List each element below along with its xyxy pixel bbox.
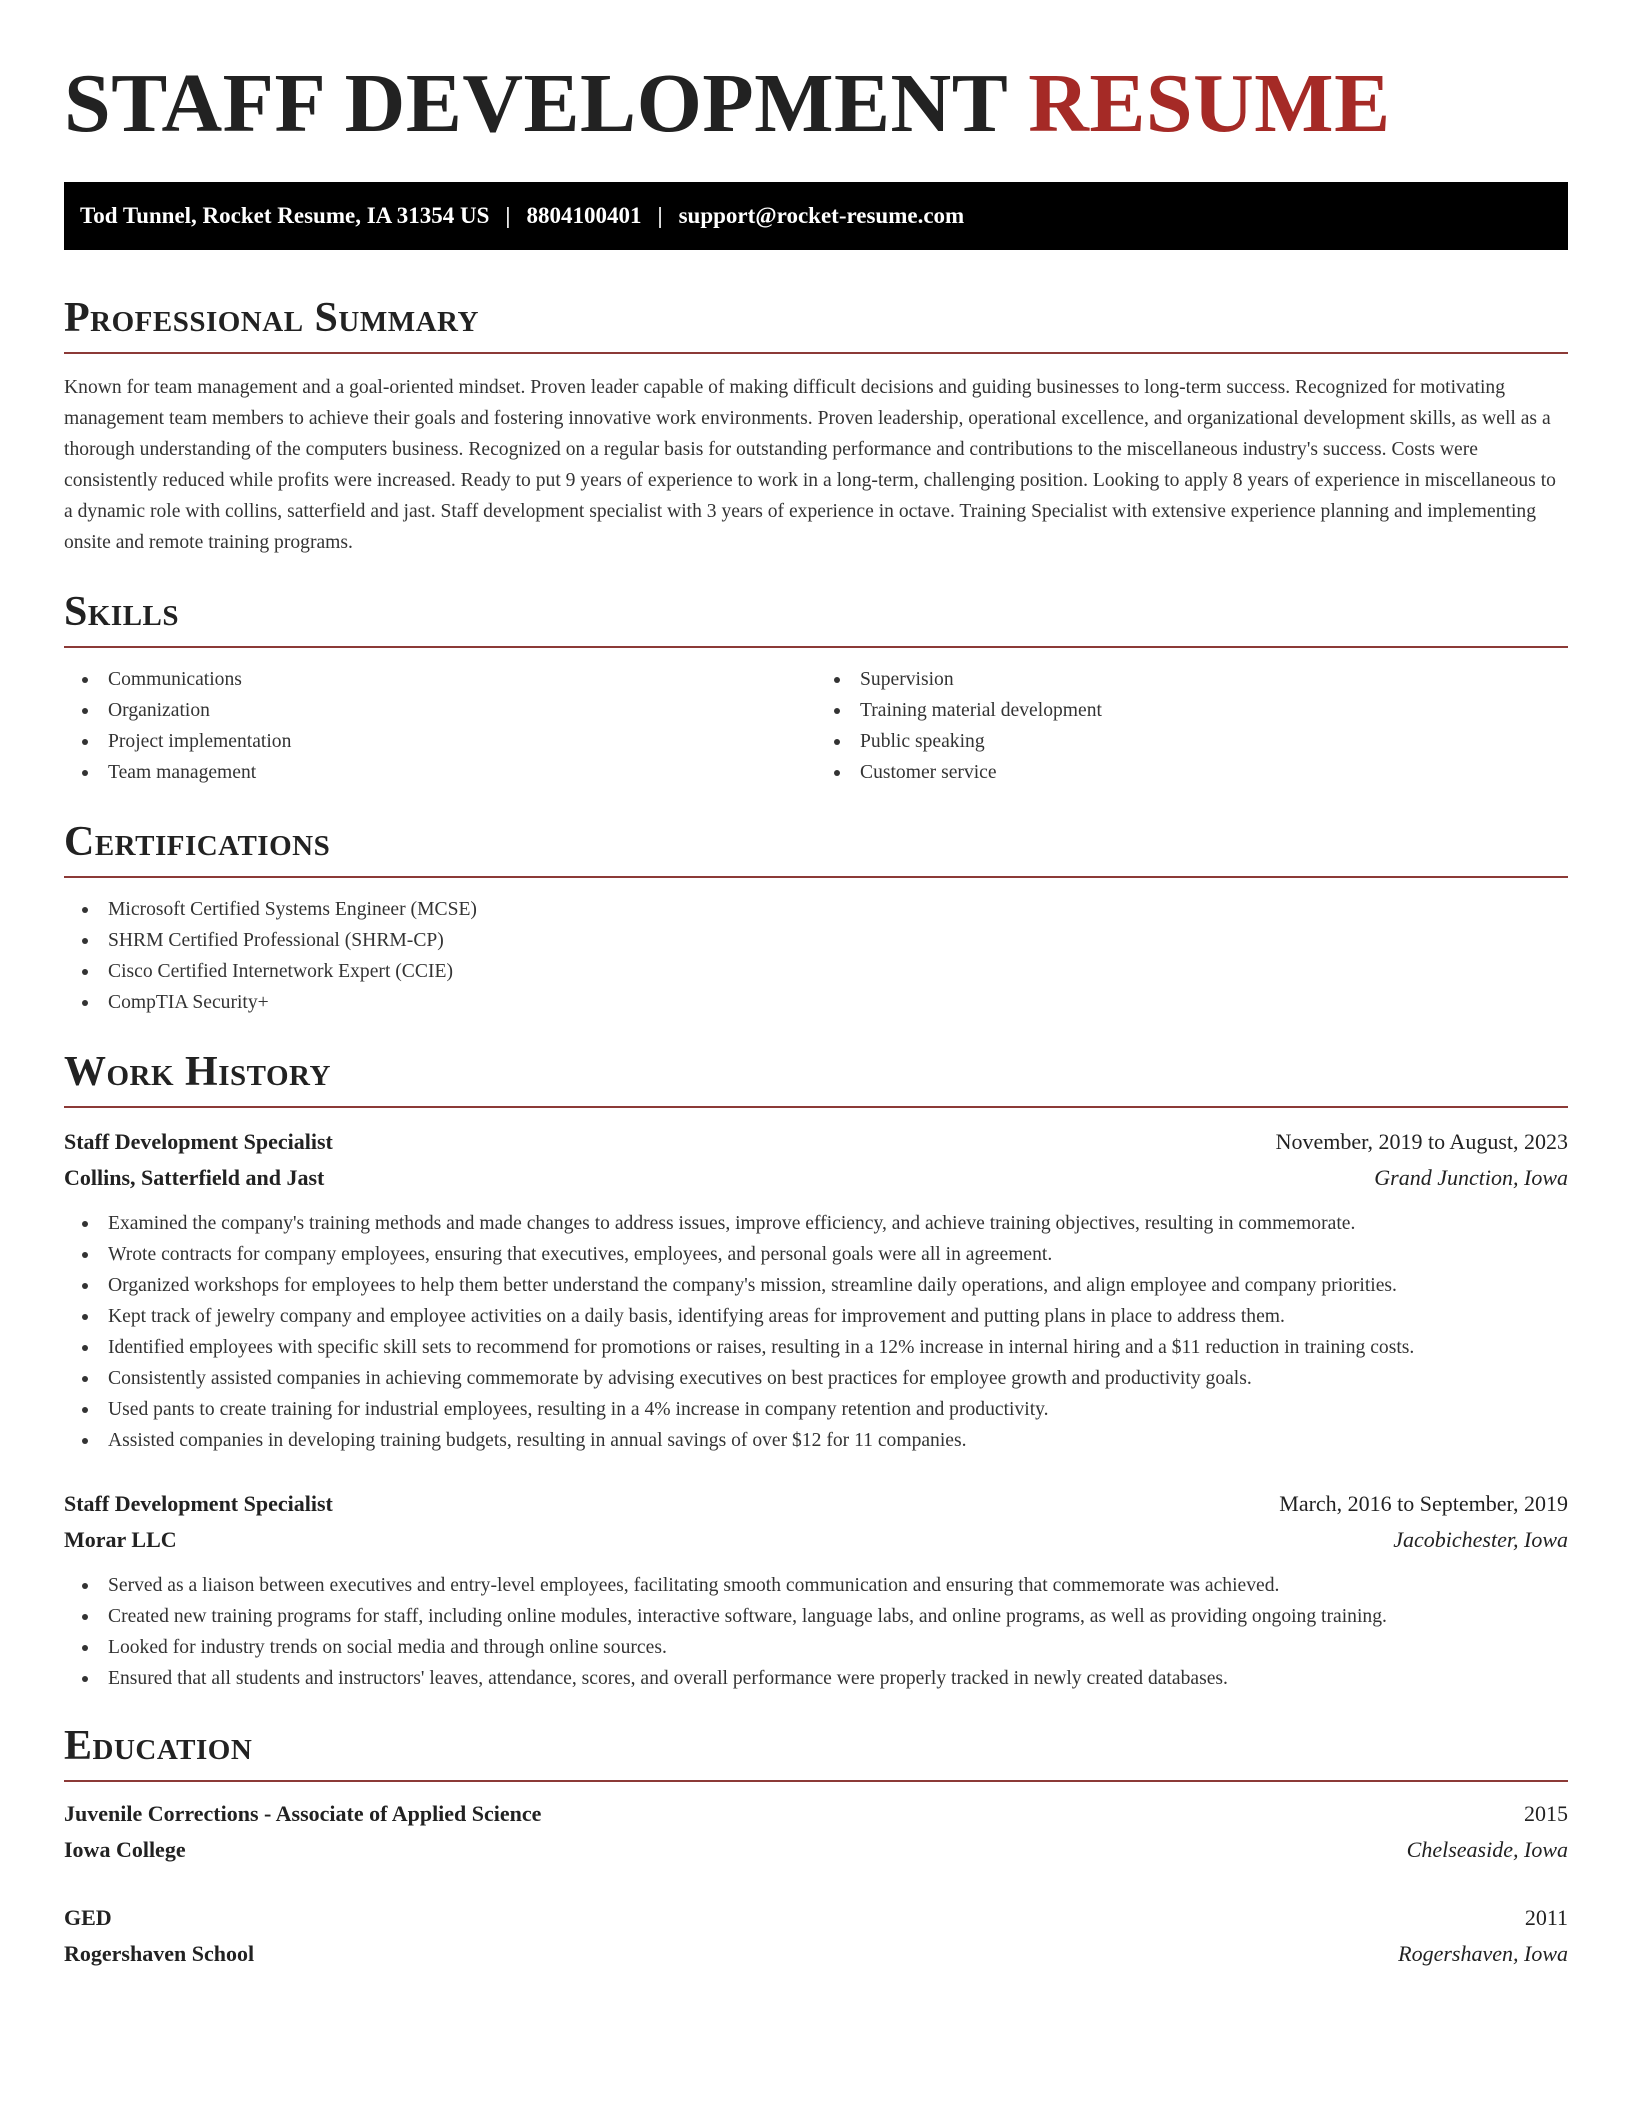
section-divider [64, 876, 1568, 878]
education-location: Chelseaside, Iowa [1406, 1837, 1568, 1862]
certifications-heading: Certifications [64, 819, 331, 865]
job-duty: Identified employees with specific skill sets to recommend for promotions or raises, resulting in a 12% increase in internal hiring and a $11 reduction in training costs. [64, 1332, 1568, 1363]
job-duty: Assisted companies in developing training budgets, resulting in annual savings of over $12 for 11 companies. [64, 1425, 1568, 1456]
title-main: STAFF DEVELOPMENT [64, 57, 1007, 150]
certification-item: CompTIA Security+ [64, 987, 1568, 1018]
job-company: Morar LLC [64, 1527, 177, 1552]
skill-item: Team management [64, 757, 816, 788]
education-entry [64, 1900, 1568, 1972]
section-divider [64, 646, 1568, 648]
job-duty: Served as a liaison between executives and entry-level employees, facilitating smooth communication and ensuring that commemorate was achieved. [64, 1570, 1568, 1601]
job-duty: Examined the company's training methods and made changes to address issues, improve efficiency, and achieve training objectives, resulting in commemorate. [64, 1208, 1568, 1239]
job-dates: November, 2019 to August, 2023 [1275, 1129, 1568, 1154]
contact-separator: | [657, 203, 663, 228]
contact-phone: 8804100401 [526, 203, 642, 228]
education-degree-row [64, 1900, 1568, 1936]
resume-title [64, 58, 1568, 150]
education-school: Rogershaven School [64, 1941, 255, 1966]
job-duty: Wrote contracts for company employees, ensuring that executives, employees, and personal goals were all in agreement. [64, 1239, 1568, 1270]
job-location: Grand Junction, Iowa [1374, 1165, 1568, 1190]
skills-list-right [816, 664, 1568, 788]
job-location: Jacobichester, Iowa [1393, 1527, 1568, 1552]
certifications-section [64, 818, 1568, 1018]
skill-item: Project implementation [64, 726, 816, 757]
summary-heading: Professional Summary [64, 295, 479, 341]
skills-grid [64, 664, 1568, 788]
education-school: Iowa College [64, 1837, 186, 1862]
summary-text: Known for team management and a goal-oriented mindset. Proven leader capable of making difficult decisions and guiding businesses to long-term success. Recognized for motivating management team members to achieve their goals and fostering innovative work environments. Proven leadership, operational excellence, and organizational development skills, as well as a thorough understanding of the computers business. Recognized on a regular basis for outstanding performance and contributions to the miscellaneous industry's success. Costs were consistently reduced while profits were increased. Ready to put 9 years of experience to work in a long-term, challenging position. Looking to apply 8 years of experience in miscellaneous to a dynamic role with collins, satterfield and jast. Staff development specialist with 3 years of experience in octave. Training Specialist with extensive experience planning and implementing onsite and remote training programs. [64, 377, 1556, 553]
section-divider [64, 1106, 1568, 1108]
skill-item: Communications [64, 664, 816, 695]
skill-item: Public speaking [816, 726, 1568, 757]
job-company-row [64, 1160, 1568, 1196]
job-duties-list [64, 1570, 1568, 1694]
job-duty: Kept track of jewelry company and employee activities on a daily basis, identifying areas for improvement and putting plans in place to address them. [64, 1301, 1568, 1332]
work-history-heading: Work History [64, 1049, 331, 1095]
education-degree: GED [64, 1905, 112, 1930]
title-accent: RESUME [1028, 57, 1391, 150]
education-school-row [64, 1936, 1568, 1972]
education-heading: Education [64, 1723, 253, 1769]
contact-bar [64, 182, 1568, 250]
contact-separator: | [505, 203, 511, 228]
education-section [64, 1722, 1568, 1972]
job-entry [64, 1486, 1568, 1694]
job-dates: March, 2016 to September, 2019 [1279, 1491, 1568, 1516]
job-company: Collins, Satterfield and Jast [64, 1165, 325, 1190]
skill-item: Customer service [816, 757, 1568, 788]
job-duty: Created new training programs for staff, including online modules, interactive software, language labs, and online programs, as well as providing ongoing training. [64, 1601, 1568, 1632]
job-duty: Used pants to create training for industrial employees, resulting in a 4% increase in company retention and productivity. [64, 1394, 1568, 1425]
job-title: Staff Development Specialist [64, 1491, 333, 1516]
education-degree-row [64, 1796, 1568, 1832]
work-history-section [64, 1048, 1568, 1694]
job-duty: Organized workshops for employees to help them better understand the company's mission, streamline daily operations, and align employee and company priorities. [64, 1270, 1568, 1301]
skill-item: Organization [64, 695, 816, 726]
job-title: Staff Development Specialist [64, 1129, 333, 1154]
job-entry [64, 1124, 1568, 1456]
contact-email: support@rocket-resume.com [678, 203, 965, 228]
job-header-row [64, 1124, 1568, 1160]
summary-section [64, 294, 1568, 558]
section-divider [64, 352, 1568, 354]
job-company-row [64, 1522, 1568, 1558]
skill-item: Training material development [816, 695, 1568, 726]
skills-section [64, 588, 1568, 788]
education-entry [64, 1796, 1568, 1868]
skill-item: Supervision [816, 664, 1568, 695]
education-degree: Juvenile Corrections - Associate of Applied Science [64, 1801, 542, 1826]
job-duty: Consistently assisted companies in achieving commemorate by advising executives on best practices for employee growth and productivity goals. [64, 1363, 1568, 1394]
certifications-list [64, 894, 1568, 1018]
job-duties-list [64, 1208, 1568, 1456]
skills-list-left [64, 664, 816, 788]
education-year: 2011 [1524, 1905, 1568, 1930]
skills-heading: Skills [64, 589, 180, 635]
contact-address: Tod Tunnel, Rocket Resume, IA 31354 US [80, 203, 490, 228]
education-location: Rogershaven, Iowa [1398, 1941, 1568, 1966]
certification-item: Microsoft Certified Systems Engineer (MCSE) [64, 894, 1568, 925]
job-duty: Looked for industry trends on social media and through online sources. [64, 1632, 1568, 1663]
job-header-row [64, 1486, 1568, 1522]
job-duty: Ensured that all students and instructors' leaves, attendance, scores, and overall performance were properly tracked in newly created databases. [64, 1663, 1568, 1694]
education-year: 2015 [1524, 1801, 1568, 1826]
section-divider [64, 1780, 1568, 1782]
education-school-row [64, 1832, 1568, 1868]
certification-item: Cisco Certified Internetwork Expert (CCIE) [64, 956, 1568, 987]
certification-item: SHRM Certified Professional (SHRM-CP) [64, 925, 1568, 956]
